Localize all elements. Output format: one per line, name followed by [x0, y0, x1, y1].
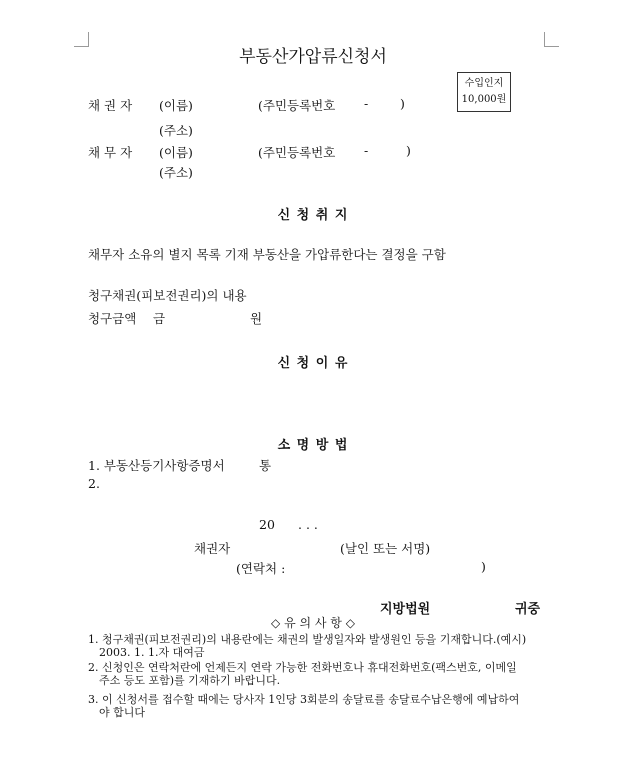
evidence-item-1-unit: 통 — [259, 458, 272, 473]
note-item-2-line-1: 2. 신청인은 연락처란에 언제든지 연락 가능한 전화번호나 휴대전화번호(팩스번호, 이메일 — [88, 661, 517, 674]
signature-creditor-label: 채권자 — [194, 541, 231, 556]
creditor-address-label: (주소) — [159, 123, 193, 138]
seal-label: (날인 또는 서명) — [340, 541, 431, 556]
claim-amount-label: 청구금액 — [88, 311, 137, 326]
contact-close: ) — [481, 559, 486, 574]
debtor-label: 채 무 자 — [88, 145, 133, 160]
note-item-2 — [88, 661, 517, 687]
note-item-3 — [88, 693, 519, 719]
note-item-1-line-1: 1. 청구채권(피보전권리)의 내용란에는 채권의 발생일자와 발생원인 등을 기재합니다.(예시) — [88, 633, 527, 646]
stamp-label: 수입인지 — [464, 78, 504, 89]
date-year-prefix: 20 — [259, 517, 275, 532]
reason-heading: 신 청 이 유 — [277, 356, 349, 371]
notes-heading: ◇ 유 의 사 항 ◇ — [271, 616, 355, 630]
purpose-heading: 신 청 취 지 — [277, 208, 349, 223]
debtor-id-dash: - — [364, 143, 369, 158]
note-item-1-line-2: 2003. 1. 1.자 대여금 — [99, 646, 205, 659]
creditor-id-close: ) — [400, 96, 405, 111]
date-dots: . . . — [298, 517, 318, 532]
court-name: 지방법원 — [380, 602, 431, 617]
creditor-label: 채 권 자 — [88, 98, 133, 113]
debtor-address-label: (주소) — [159, 165, 193, 180]
debtor-id-close: ) — [406, 143, 411, 158]
contact-label: (연락처 : — [236, 561, 286, 576]
evidence-item-2: 2. — [88, 476, 100, 491]
court-suffix: 귀중 — [515, 602, 541, 617]
note-item-1 — [88, 633, 526, 659]
evidence-heading: 소 명 방 법 — [277, 438, 349, 453]
purpose-text: 채무자 소유의 별지 목록 기재 부동산을 가압류한다는 결정을 구함 — [88, 247, 446, 262]
creditor-id-label: (주민등록번호 — [258, 98, 336, 113]
creditor-id-dash: - — [364, 96, 369, 111]
creditor-name-label: (이름) — [159, 98, 193, 113]
note-item-3-line-2: 야 합니다 — [99, 706, 146, 719]
evidence-item-1: 1. 부동산등기사항증명서 — [88, 458, 225, 473]
stamp-amount: 10,000원 — [461, 94, 507, 105]
document-title: 부동산가압류신청서 — [239, 47, 387, 67]
revenue-stamp-box — [457, 72, 511, 112]
claim-amount-unit: 원 — [250, 311, 263, 326]
note-item-2-line-2: 주소 등도 포함)를 기재하기 바랍니다. — [99, 674, 281, 687]
debtor-id-label: (주민등록번호 — [258, 145, 336, 160]
debtor-name-label: (이름) — [159, 145, 193, 160]
note-item-3-line-1: 3. 이 신청서를 접수할 때에는 당사자 1인당 3회분의 송달료를 송달료수납은행에 예납하여 — [88, 693, 520, 706]
claim-heading: 청구채권(피보전권리)의 내용 — [88, 288, 247, 303]
claim-amount-prefix: 금 — [153, 311, 166, 326]
